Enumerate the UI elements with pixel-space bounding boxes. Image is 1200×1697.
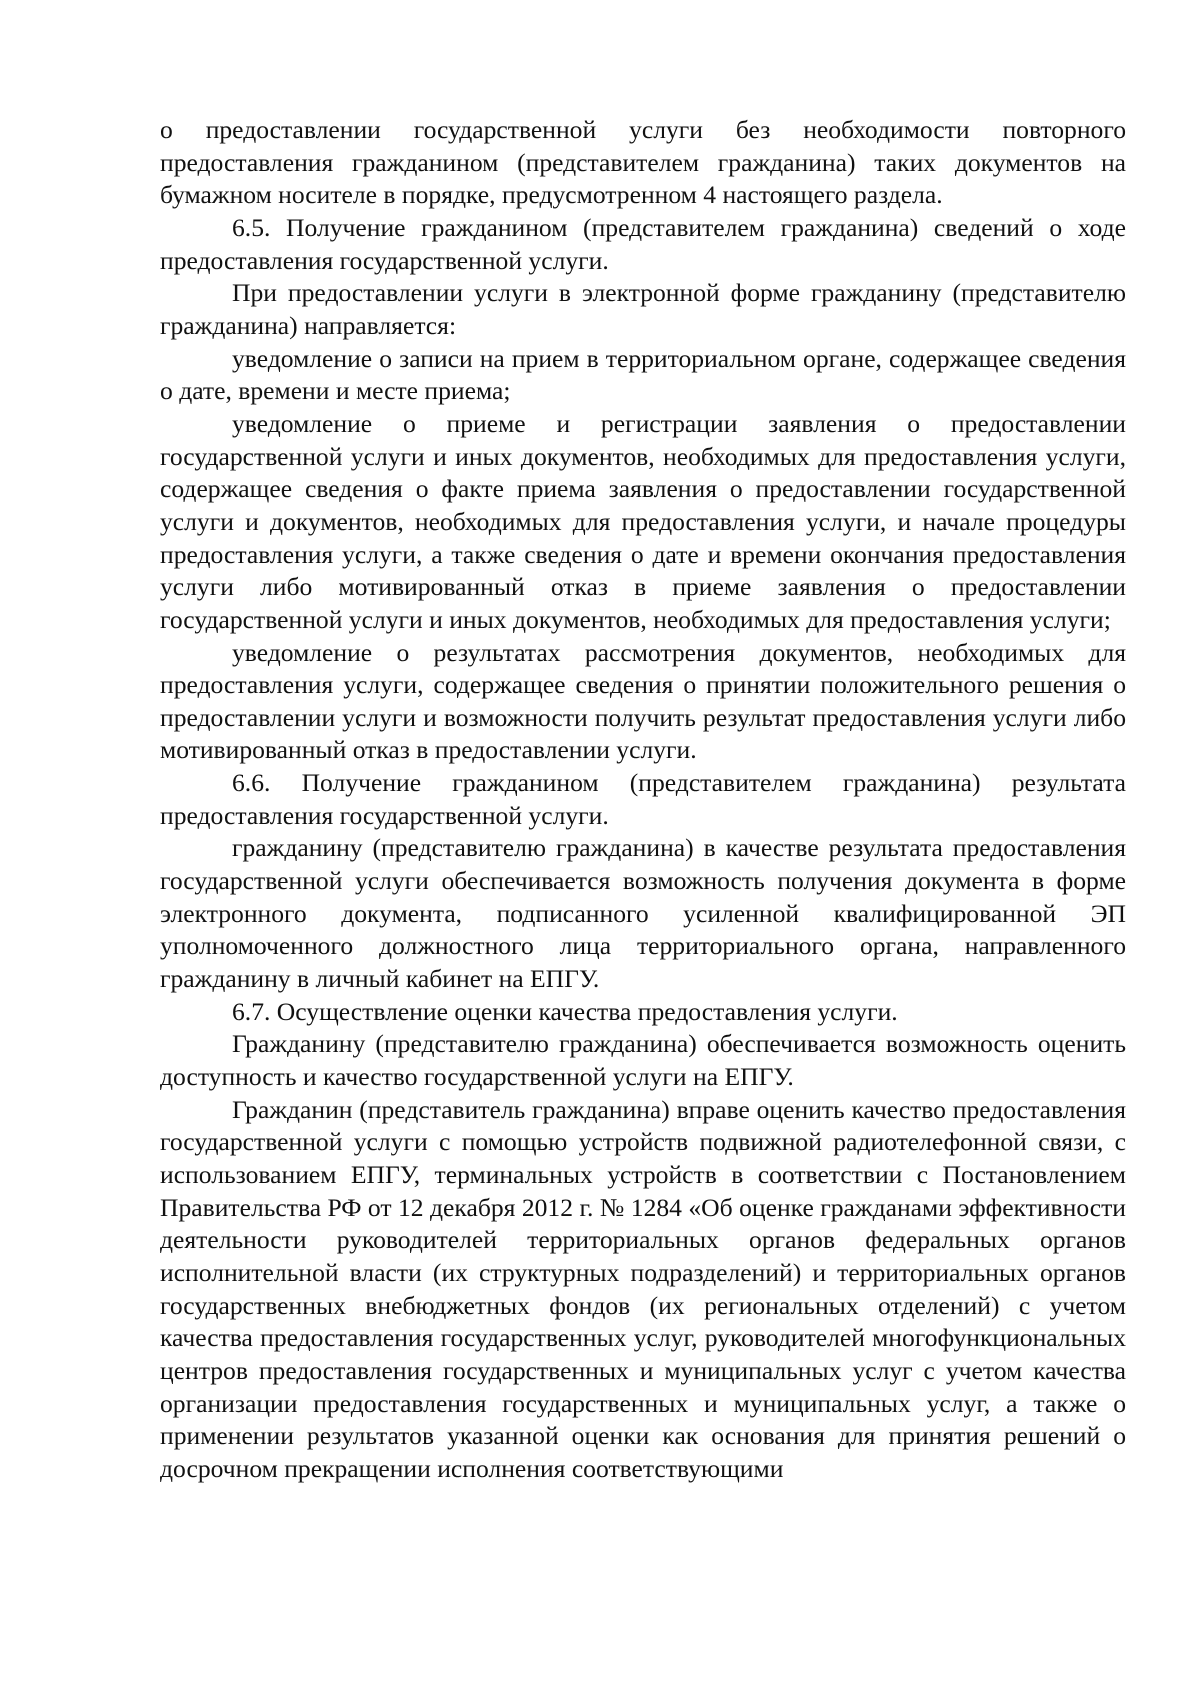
paragraph-appointment-notice: уведомление о записи на прием в территориальном органе, содержащее сведения о дате, времени и месте приема; [160, 343, 1126, 406]
paragraph-review-results-notice: уведомление о результатах рассмотрения документов, необходимых для предоставления услуги, содержащее сведения о принятии положительного решения о предоставлении услуги и возможности получить результат предоставления услуги либо мотивированный отказ в предоставлении услуги. [160, 637, 1126, 765]
paragraph-assessment-devices: Гражданин (представитель гражданина) вправе оценить качество предоставления государственной услуги с помощью устройств подвижной радиотелефонной связи, с использованием ЕПГУ, терминальных устройств в соответствии с Постановлением Правительства РФ от 12 декабря 2012 г. № 1284 «Об оценке гражданами эффективности деятельности руководителей территориальных органов федеральных органов исполнительной власти (их структурных подразделений) и территориальных органов государственных внебюджетных фондов (их региональных отделений) с учетом качества предоставления государственных услуг, руководителей многофункциональных центров предоставления государственных и муниципальных услуг с учетом качества организации предоставления государственных и муниципальных услуг, а также о применении результатов указанной оценки как основания для принятия решений о досрочном прекращении исполнения соответствующими [160, 1094, 1126, 1483]
paragraph-6-5-heading: 6.5. Получение гражданином (представителем гражданина) сведений о ходе предоставления государственной услуги. [160, 212, 1126, 275]
paragraph-quality-assessment: Гражданину (представителю гражданина) обеспечивается возможность оценить доступность и качество государственной услуги на ЕПГУ. [160, 1029, 1126, 1092]
document-body [160, 114, 1126, 1486]
paragraph-continuation: о предоставлении государственной услуги без необходимости повторного предоставления гражданином (представителем гражданина) таких документов на бумажном носителе в порядке, предусмотренном 4 настоящего раздела. [160, 115, 1126, 210]
paragraph-result-document: гражданину (представителю гражданина) в качестве результата предоставления государственной услуги обеспечивается возможность получения документа в форме электронного документа, подписанного усиленной квалифицированной ЭП уполномоченного должностного лица территориального органа, направленного гражданину в личный кабинет на ЕПГУ. [160, 833, 1126, 994]
paragraph-electronic-notice: При предоставлении услуги в электронной форме гражданину (представителю гражданина) направляется: [160, 278, 1126, 340]
paragraph-registration-notice: уведомление о приеме и регистрации заявления о предоставлении государственной услуги и иных документов, необходимых для предоставления услуги, содержащее сведения о факте приема заявления о предоставлении государственной услуги и документов, необходимых для предоставления услуги, и начале процедуры предоставления услуги, а также сведения о дате и времени окончания предоставления услуги либо мотивированный отказ в приеме заявления о предоставлении государственной услуги и иных документов, необходимых для предоставления услуги; [160, 408, 1126, 634]
paragraph-6-6-heading: 6.6. Получение гражданином (представителем гражданина) результата предоставления государственной услуги. [160, 768, 1126, 830]
paragraph-6-7-heading: 6.7. Осуществление оценки качества предоставления услуги. [232, 996, 898, 1026]
